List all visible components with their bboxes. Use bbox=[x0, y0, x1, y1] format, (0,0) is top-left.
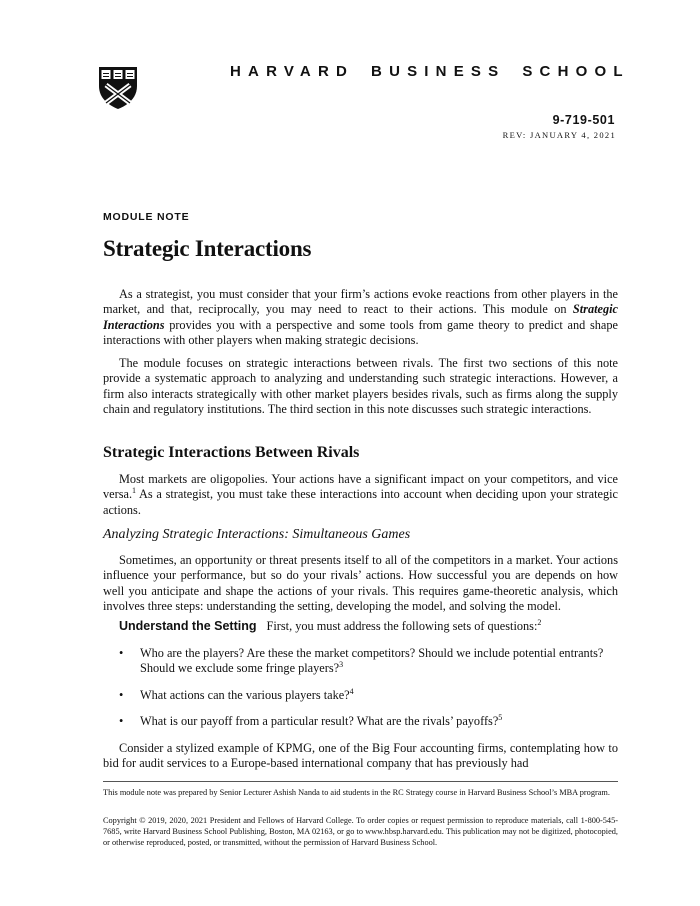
list-item bbox=[119, 646, 619, 677]
understand-text: First, you must address the following sets of questions: bbox=[266, 619, 538, 633]
intro-text: provides you with a perspective and some tools from game theory to predict and shape interactions with other players when making strategic decisions. bbox=[103, 317, 618, 347]
institution-word-harvard: HARVARD bbox=[230, 62, 355, 80]
games-paragraph bbox=[103, 553, 618, 614]
bullet-icon: • bbox=[119, 646, 124, 660]
prepared-by-note: This module note was prepared by Senior Lecturer Ashish Nanda to aid students in the RC Strategy course in Harvard Business School’s MBA program. bbox=[103, 788, 610, 797]
section-heading: Strategic Interactions Between Rivals bbox=[103, 444, 360, 461]
module-emphasis: Strategic Interactions bbox=[103, 302, 618, 332]
kpmg-text: Consider a stylized example of KPMG, one of the Big Four accounting firms, contemplating how to bid for audit services to a Europe-based international company that has previously had bbox=[103, 741, 618, 771]
hbs-shield-icon bbox=[98, 66, 138, 110]
question-list bbox=[119, 640, 619, 729]
bullet-icon: • bbox=[119, 713, 124, 728]
institution-word-business: BUSINESS bbox=[371, 62, 506, 80]
rivals-text: As a strategist, you must take these interactions into account when deciding upon your strategic actions. bbox=[103, 487, 618, 517]
footnote-ref[interactable]: 2 bbox=[537, 617, 542, 627]
footer-divider bbox=[103, 781, 618, 782]
intro-text: The module focuses on strategic interactions between rivals. The first two sections of this note provide a systematic approach to analyzing and understanding such strategic interactions. However, a firm also interacts strategically with other market players besides rivals, such as firms along the supply chain and regulatory institutions. The third section in this note discusses such strategic interactions. bbox=[103, 356, 618, 416]
module-label: MODULE NOTE bbox=[103, 211, 190, 223]
list-item bbox=[119, 688, 619, 703]
games-text: Sometimes, an opportunity or threat presents itself to all of the competitors in a market. Your actions influence your performance, but so do your rivals’ actions. How successful you are depends on how well you anticipate and shape the actions of your rivals. This requires game-theoretic analysis, which involves three steps: understanding the setting, developing the model, and solving the model. bbox=[103, 553, 618, 613]
bullet-icon: • bbox=[119, 687, 124, 702]
footnote-ref[interactable]: 1 bbox=[132, 486, 137, 496]
list-item-text: What actions can the various players take? bbox=[140, 687, 350, 702]
list-item-text: What is our payoff from a particular result? What are the rivals’ payoffs? bbox=[140, 713, 499, 728]
footnote-ref[interactable]: 3 bbox=[339, 660, 344, 670]
list-item bbox=[119, 714, 619, 729]
rivals-text: Most markets are oligopolies. Your actions have a significant impact on your competitors, and vice versa. bbox=[103, 472, 618, 502]
copyright-notice: Copyright © 2019, 2020, 2021 President and Fellows of Harvard College. To order copies or request permission to reproduce materials, call 1-800-545-7685, write Harvard Business School Publishing, Boston, MA 02163, or go to www.hbsp.harvard.edu. This publication may not be digitized, photocopied, or otherwise reproduced, posted, or transmitted, without the permission of Harvard Business School. bbox=[103, 816, 618, 847]
intro-paragraph-1 bbox=[103, 287, 618, 348]
intro-text: As a strategist, you must consider that your firm’s actions evoke reactions from other players in the market, and that, reciprocally, you may need to react to their actions. This module on bbox=[103, 287, 618, 317]
kpmg-paragraph bbox=[103, 741, 618, 772]
understand-setting-paragraph bbox=[119, 619, 619, 634]
footnote-ref[interactable]: 5 bbox=[498, 712, 503, 722]
understand-label: Understand the Setting bbox=[119, 619, 257, 633]
institution-title bbox=[230, 61, 630, 81]
subsection-heading: Analyzing Strategic Interactions: Simultaneous Games bbox=[103, 527, 411, 542]
page-title: Strategic Interactions bbox=[103, 236, 312, 261]
intro-paragraph-2 bbox=[103, 356, 618, 417]
list-item-text: Who are the players? Are these the market competitors? Should we include potential entrants? Should we exclude some fringe players? bbox=[140, 646, 604, 676]
institution-word-school: SCHOOL bbox=[522, 62, 630, 80]
revision-date: REV: JANUARY 4, 2021 bbox=[502, 130, 616, 140]
rivals-paragraph bbox=[103, 472, 618, 518]
document-number: 9-719-501 bbox=[552, 113, 615, 127]
footnote-ref[interactable]: 4 bbox=[349, 686, 354, 696]
